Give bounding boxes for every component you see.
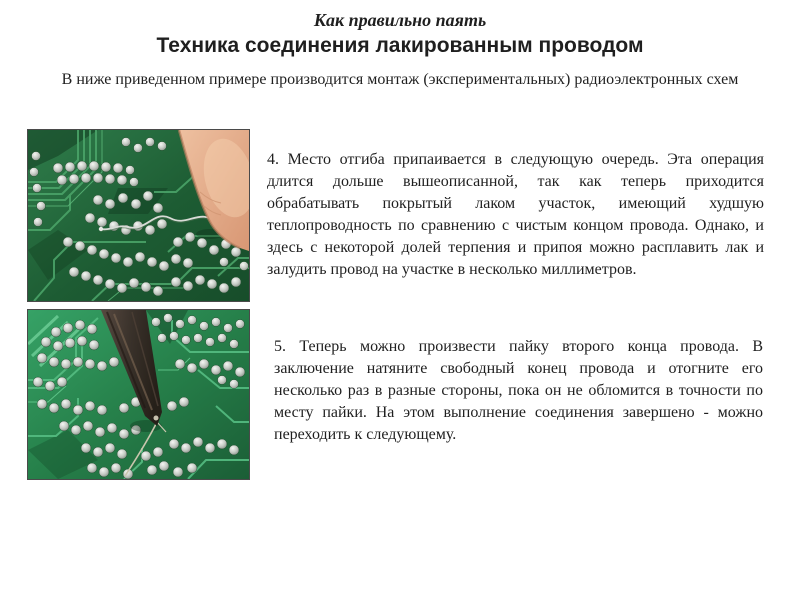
intro-text: В ниже приведенном примере производится монтаж (экспериментальных) радиоэлектронных схем [61,71,739,88]
pcb-photo-1 [28,130,249,301]
page-subtitle: Техника соединения лакированным проводом [156,34,644,57]
photo-step5-pcb-iron [27,309,250,480]
pcb-photo-2 [28,310,249,479]
step5-text: 5. Теперь можно произвести пайку второго конца провода. В заключение натяните свободный конец провода и отогните его несколько раз в разные стороны, пока он не обломится в точности по месту пайки. На этом выполнение соединения завершено - можно переходить к следующему. [274,338,763,443]
page-title: Как правильно паять [313,10,487,30]
photo-step4-pcb-finger [27,129,250,302]
step4-text: 4. Место отгиба припаивается в следующую очередь. Эта операция длится дольше вышеописанной, так как теперь приходится обрабатывать покрытый лаком участок, имеющий худшую теплопроводность по сравнению с чистым концом провода. Однако, и здесь с некоторой долей терпения и припоя можно расплавить лак и залудить провод на участке в несколько миллиметров. [267,151,764,278]
